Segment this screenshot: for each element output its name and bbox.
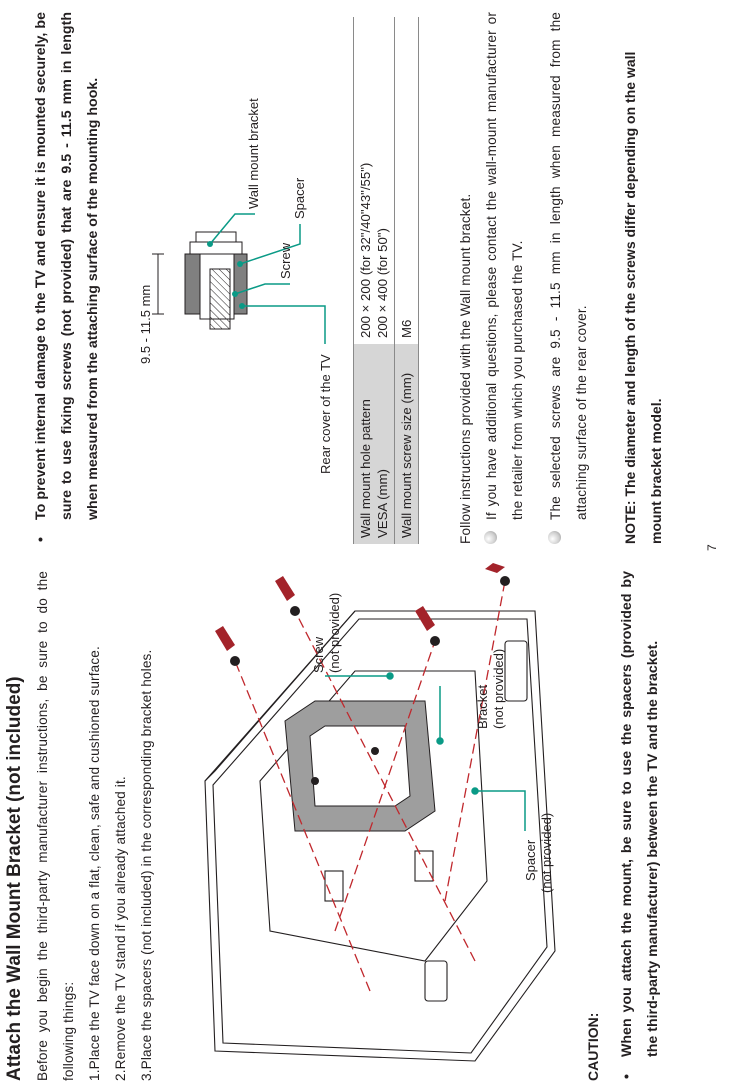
step-item: 2.Remove the TV stand if you already attached it. <box>113 776 128 1081</box>
steps-list <box>82 571 160 1081</box>
figure-spacer-sub: (not provided) <box>539 812 554 893</box>
caution-text: • When you attach the mount, be sure to use the spacers (provided by the third-party manufacturer) between the TV and the bracket. <box>614 571 666 1081</box>
intro-text: Before you begin the third-party manufacturer instructions, be sure to do the following things: <box>35 571 76 1081</box>
table-cell-label: Wall mount hole pattern VESA (mm) <box>354 344 395 544</box>
page-title: Attach the Wall Mount Bracket (not included) <box>4 676 25 1081</box>
caution-title: CAUTION: <box>585 1012 601 1081</box>
circle-bullet-icon <box>484 531 497 544</box>
table-cell-label: Wall mount screw size (mm) <box>395 344 419 544</box>
note-bold: NOTE: The diameter and length of the screws differ depending on the wall mount bracket model. <box>622 51 664 544</box>
table-row <box>354 17 395 544</box>
step-item: 3.Place the spacers (not included) in the corresponding bracket holes. <box>139 649 154 1081</box>
wall-mount-illustration <box>175 561 580 1081</box>
note-item: The selected screws are 9.5 - 11.5 mm in length when measured from the attaching surface of the rear cover. <box>543 12 595 544</box>
spec-table <box>353 17 419 544</box>
bracket-shape <box>285 701 435 831</box>
figure-screw-sub: (not provided) <box>327 592 342 673</box>
page-number: 7 <box>705 544 719 551</box>
spacer-label: Spacer <box>292 177 307 219</box>
table-cell-value: M6 <box>395 17 419 344</box>
step-item: 1.Place the TV face down on a flat, clean, safe and cushioned surface. <box>87 646 102 1081</box>
table-cell-value: 200 × 200 (for 32"/40"43"/55") 200 × 400 (for 50") <box>354 17 395 344</box>
figure-bracket-label: Bracket <box>475 684 490 729</box>
length-label: 9.5 - 11.5 mm <box>138 284 153 364</box>
wall-mount-bracket-label: Wall mount bracket <box>246 98 261 209</box>
figure-screw-label: Screw <box>311 636 326 673</box>
note-item: If you have additional questions, please contact the wall-mount manufacturer or the retailer from which you purchased the TV. <box>479 12 531 544</box>
table-row <box>395 17 419 544</box>
rear-cover-label: Rear cover of the TV <box>318 354 333 474</box>
follow-instructions: Follow instructions provided with the Wall mount bracket. <box>458 193 473 544</box>
figure-spacer-label: Spacer <box>523 839 538 881</box>
circle-bullet-icon <box>548 531 561 544</box>
figure-bracket-sub: (not provided) <box>491 648 506 729</box>
bullet-icon: • <box>33 537 49 542</box>
screw-label: Screw <box>278 242 293 279</box>
screw-assembly <box>185 232 247 329</box>
bullet-icon: • <box>619 1074 635 1079</box>
screw-length-diagram <box>140 4 350 544</box>
prevent-damage-text: • To prevent internal damage to the TV and ensure it is mounted securely, be sure to use fixing screws (not provided) that are 9.5 - 11.5 mm in length when measured from the attaching surface of the mounting hook. <box>28 12 106 544</box>
